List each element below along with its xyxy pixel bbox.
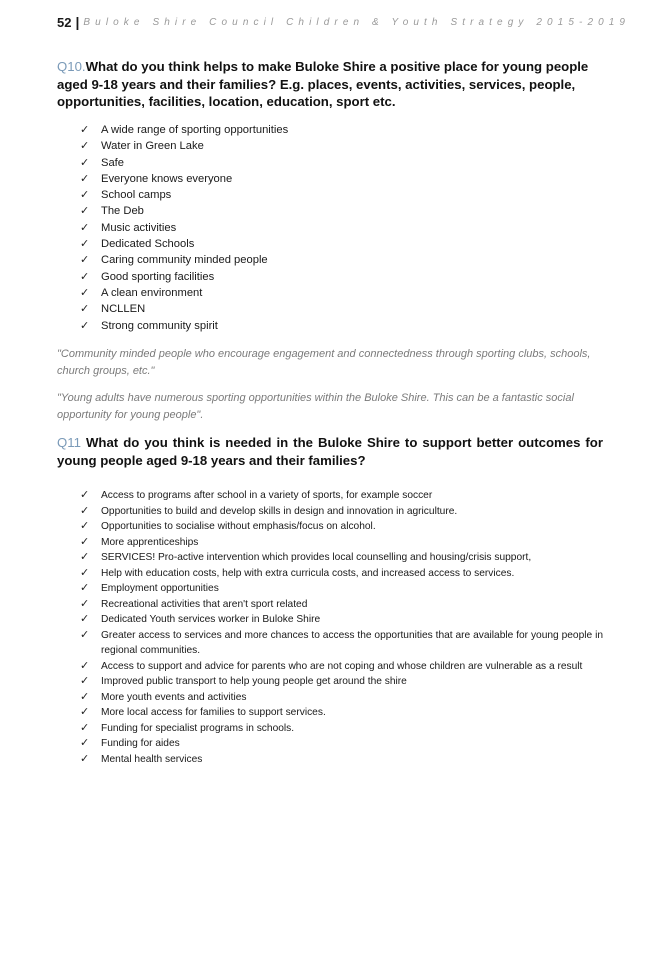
check-icon: ✓ [80, 520, 90, 532]
list-item [0, 659, 660, 675]
check-icon: ✓ [80, 140, 90, 153]
check-icon: ✓ [80, 721, 90, 734]
list-item [0, 535, 660, 551]
list-item [0, 566, 660, 582]
q11-answer-list [0, 488, 660, 767]
list-item-text: Greater access to services and more chances to access the opportunities that are available for young people in regional communities. [101, 629, 603, 656]
list-item-text: Everyone knows everyone [101, 172, 233, 185]
list-item-text: Improved public transport to help young people get around the shire [101, 676, 407, 687]
list-item [0, 285, 660, 301]
check-icon: ✓ [80, 535, 90, 548]
list-item-text: Employment opportunities [101, 583, 219, 594]
list-item [0, 752, 660, 768]
check-icon: ✓ [80, 566, 90, 579]
list-item-text: Caring community minded people [101, 254, 268, 267]
check-icon: ✓ [80, 659, 90, 672]
check-icon: ✓ [80, 628, 90, 641]
check-icon: ✓ [80, 690, 90, 703]
question-q10 [57, 58, 603, 111]
check-icon: ✓ [80, 582, 90, 594]
list-item-text: Funding for specialist programs in schools. [101, 722, 295, 734]
list-item-text: Mental health services [101, 753, 203, 765]
check-icon: ✓ [80, 752, 90, 765]
list-item-text: The Deb [101, 205, 144, 218]
list-item-text: Opportunities to build and develop skills in design and innovation in agriculture. [101, 505, 458, 517]
list-item [0, 705, 660, 721]
question-q11 [57, 434, 603, 469]
list-item [0, 690, 660, 706]
list-item [0, 122, 660, 138]
check-icon: ✓ [80, 613, 90, 625]
list-item [0, 736, 660, 752]
list-item-text: Water in Green Lake [101, 140, 204, 153]
check-icon: ✓ [80, 189, 90, 202]
list-item [0, 721, 660, 737]
list-item-text: More apprenticeships [101, 536, 199, 548]
check-icon: ✓ [80, 489, 90, 501]
check-icon: ✓ [80, 270, 90, 283]
list-item [0, 504, 660, 520]
list-item-text: Dedicated Youth services worker in Buloke Shire [101, 614, 321, 625]
page-number: 52 [57, 14, 72, 30]
list-item [0, 220, 660, 236]
check-icon: ✓ [80, 551, 90, 563]
question-number: Q10. [57, 59, 86, 74]
check-icon: ✓ [80, 319, 90, 332]
check-icon: ✓ [80, 254, 90, 267]
list-item [0, 203, 660, 219]
q10-answer-list [0, 122, 660, 334]
check-icon: ✓ [80, 504, 90, 517]
check-icon: ✓ [80, 303, 90, 316]
list-item-text: More youth events and activities [101, 691, 247, 703]
list-item [0, 187, 660, 203]
check-icon: ✓ [80, 286, 90, 299]
list-item-text: Help with education costs, help with extra curricula costs, and increased access to services. [101, 567, 515, 579]
check-icon: ✓ [80, 675, 90, 687]
check-icon: ✓ [80, 238, 90, 251]
document-title: Buloke Shire Council Children & Youth Strategy 2015-2019 [83, 16, 631, 28]
list-item-text: Good sporting facilities [101, 270, 215, 283]
question-text: What do you think helps to make Buloke Shire a positive place for young people aged 9-18 years and their families? E.g. places, events, activities, services, people, opportunities, facilities, location, education, sport etc. [57, 59, 589, 109]
check-icon: ✓ [80, 156, 90, 169]
question-number: Q11 [57, 435, 81, 450]
list-item-text: SERVICES! Pro-active intervention which provides local counselling and housing/crisis support, [101, 552, 532, 563]
list-item-text: Access to support and advice for parents who are not coping and whose children are vulnerable as a result [101, 660, 583, 672]
list-item-text: Opportunities to socialise without emphasis/focus on alcohol. [101, 521, 376, 532]
list-item [0, 236, 660, 252]
question-text: What do you think is needed in the Buloke Shire to support better outcomes for young people aged 9-18 years and their families? [57, 435, 603, 468]
list-item-text: NCLLEN [101, 303, 146, 316]
list-item [0, 488, 660, 504]
check-icon: ✓ [80, 124, 90, 136]
list-item-text: Safe [101, 156, 125, 169]
list-item-text: School camps [101, 189, 172, 202]
list-item [0, 581, 660, 597]
list-item-text: A wide range of sporting opportunities [101, 124, 289, 136]
list-item-text: More local access for families to support services. [101, 707, 326, 718]
header-separator: | [75, 14, 80, 30]
list-item [0, 171, 660, 187]
list-item [0, 318, 660, 334]
list-item [0, 252, 660, 268]
list-item [0, 550, 660, 566]
check-icon: ✓ [80, 205, 90, 218]
list-item [0, 519, 660, 535]
quote-2: "Young adults have numerous sporting opportunities within the Buloke Shire. This can be a fantastic social opportunity for young people". [57, 392, 574, 421]
list-item [0, 597, 660, 613]
list-item-text: A clean environment [101, 286, 203, 299]
list-item-text: Access to programs after school in a variety of sports, for example soccer [101, 490, 433, 501]
check-icon: ✓ [80, 597, 90, 610]
list-item [0, 269, 660, 285]
check-icon: ✓ [80, 172, 90, 185]
list-item-text: Recreational activities that aren't sport related [101, 598, 308, 610]
quote-1: "Community minded people who encourage engagement and connectedness through sporting clubs, schools, church groups, etc." [57, 348, 591, 377]
list-item [0, 628, 660, 659]
list-item-text: Funding for aides [101, 738, 180, 749]
list-item [0, 612, 660, 628]
list-item-text: Dedicated Schools [101, 238, 195, 251]
list-item [0, 674, 660, 690]
check-icon: ✓ [80, 221, 90, 234]
list-item [0, 155, 660, 171]
list-item [0, 138, 660, 154]
check-icon: ✓ [80, 706, 90, 718]
check-icon: ✓ [80, 737, 90, 749]
list-item [0, 301, 660, 317]
list-item-text: Strong community spirit [101, 319, 218, 332]
list-item-text: Music activities [101, 221, 177, 234]
page-header [57, 13, 630, 31]
